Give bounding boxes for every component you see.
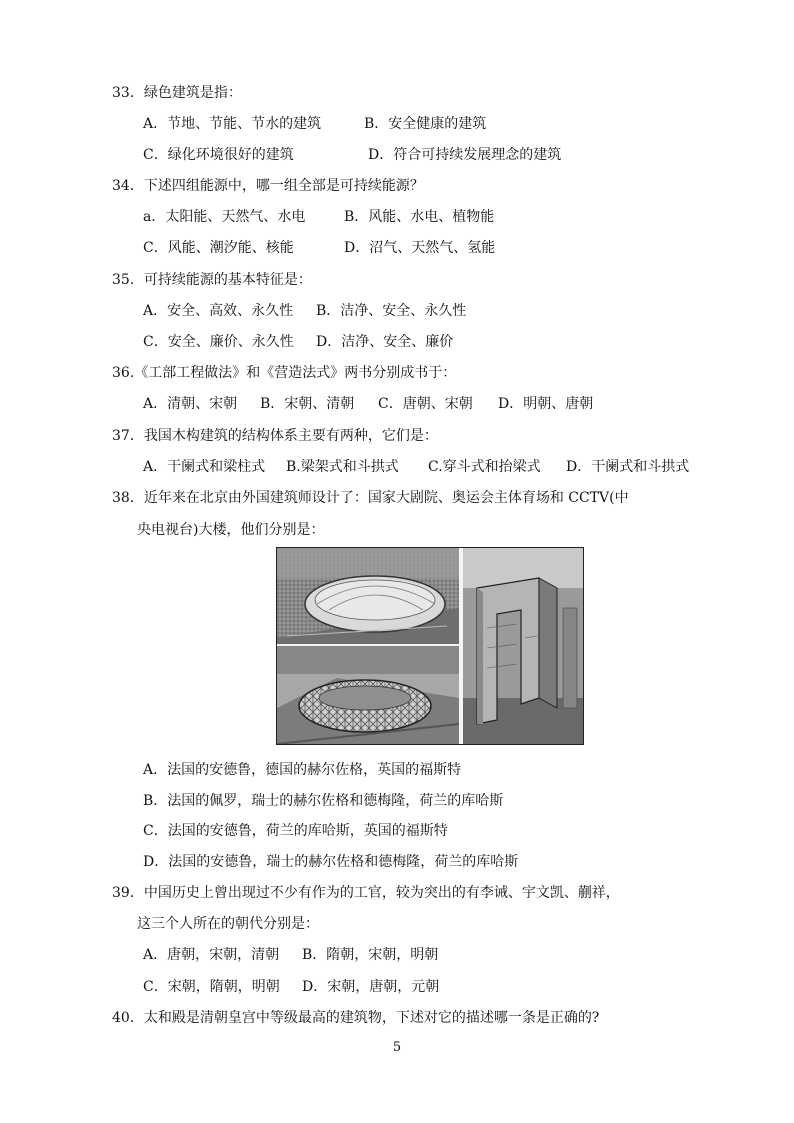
question-39-stem: 39．中国历史上曾出现过不少有作为的工官，较为突出的有李诫、宇文凯、蒯祥， (112, 885, 620, 901)
question-34-stem: 34．下述四组能源中，哪一组全部是可持续能源？ (112, 178, 424, 194)
q35-option-d: D．洁净、安全、廉价 (316, 334, 454, 350)
question-38-stem-cont: 央电视台)大楼，他们分别是： (137, 522, 325, 538)
q34-option-a: a．太阳能、天然气、水电 (143, 209, 306, 225)
q39-option-a: A．唐朝，宋朝，清朝 (143, 947, 280, 963)
cctv-building-photo (463, 548, 584, 745)
q38-option-b: B．法国的佩罗，瑞士的赫尔佐格和德梅隆，荷兰的库哈斯 (143, 793, 504, 809)
q33-option-c: C．绿化环境很好的建筑 (143, 147, 294, 163)
q35-option-c: C．安全、廉价、永久性 (143, 334, 294, 350)
buildings-photo-collage (276, 547, 584, 745)
q37-option-a: A．干阑式和梁柱式 (143, 459, 266, 475)
q37-option-d: D．干阑式和斗拱式 (566, 459, 690, 475)
q38-option-a: A．法国的安德鲁，德国的赫尔佐格，英国的福斯特 (143, 762, 462, 778)
question-33-stem: 33．绿色建筑是指： (112, 85, 242, 101)
page-number: 5 (392, 1040, 402, 1055)
q39-option-b: B．隋朝，宋朝，明朝 (302, 947, 439, 963)
q35-option-b: B．洁净、安全、永久性 (316, 303, 467, 319)
q36-option-c: C．唐朝、宋朝 (378, 396, 473, 412)
q33-option-d: D．符合可持续发展理念的建筑 (368, 147, 562, 163)
question-39-stem-cont: 这三个人所在的朝代分别是： (137, 916, 319, 932)
grand-theatre-photo (277, 548, 459, 644)
q34-option-d: D．沼气、天然气、氢能 (344, 240, 496, 256)
q36-option-a: A．清朝、宋朝 (143, 396, 238, 412)
q35-option-a: A．安全、高效、永久性 (143, 303, 294, 319)
question-35-stem: 35．可持续能源的基本特征是： (112, 272, 312, 288)
q39-option-c: C．宋朝，隋朝，明朝 (143, 979, 280, 995)
q38-option-c: C．法国的安德鲁，荷兰的库哈斯，英国的福斯特 (143, 823, 448, 839)
question-37-stem: 37．我国木构建筑的结构体系主要有两种，它们是： (112, 428, 438, 444)
question-36-stem: 36.《工部工程做法》和《营造法式》两书分别成书于： (112, 365, 457, 381)
question-38-stem: 38．近年来在北京由外国建筑师设计了：国家大剧院、奥运会主体育场和 CCTV(中 (112, 490, 629, 506)
q37-option-b: B.梁架式和斗拱式 (286, 459, 399, 475)
q39-option-d: D．宋朝，唐朝，元朝 (302, 979, 440, 995)
q36-option-b: B．宋朝、清朝 (260, 396, 355, 412)
birds-nest-stadium-photo (277, 646, 459, 745)
q36-option-d: D．明朝、唐朝 (498, 396, 594, 412)
q38-option-d: D．法国的安德鲁，瑞士的赫尔佐格和德梅隆，荷兰的库哈斯 (143, 854, 519, 870)
q37-option-c: C.穿斗式和抬梁式 (428, 459, 541, 475)
q33-option-b: B．安全健康的建筑 (364, 116, 487, 132)
q33-option-a: A．节地、节能、节水的建筑 (143, 116, 322, 132)
q34-option-b: B．风能、水电、植物能 (344, 209, 495, 225)
question-40-stem: 40．太和殿是清朝皇宫中等级最高的建筑物，下述对它的描述哪一条是正确的? (112, 1010, 600, 1026)
q34-option-c: C．风能、潮汐能、核能 (143, 240, 294, 256)
